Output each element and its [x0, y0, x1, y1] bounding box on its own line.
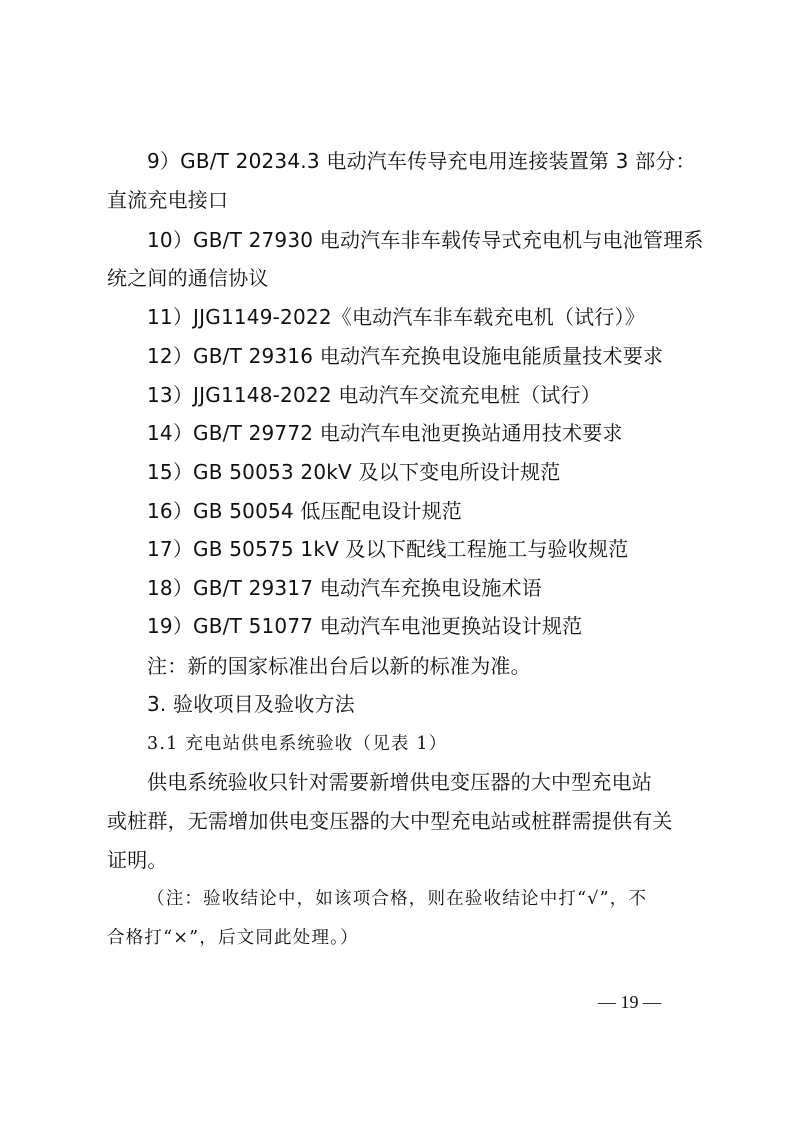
reference-item-17: 17）GB 50575 1kV 及以下配线工程施工与验收规范	[147, 537, 629, 561]
reference-item-14: 14）GB/T 29772 电动汽车电池更换站通用技术要求	[147, 421, 623, 445]
reference-item-12: 12）GB/T 29316 电动汽车充换电设施电能质量技术要求	[147, 344, 664, 368]
reference-item-10-line-2: 统之间的通信协议	[107, 266, 269, 290]
paragraph-line-3: 证明。	[107, 848, 168, 872]
reference-item-11: 11）JJG1149-2022《电动汽车非车载充电机（试行）》	[147, 305, 645, 329]
remark-line-1: （注：验收结论中，如该项合格，则在验收结论中打“√”，不	[147, 889, 648, 909]
reference-item-10-line-1: 10）GB/T 27930 电动汽车非车载传导式充电机与电池管理系	[147, 228, 704, 252]
subsection-heading: 3.1 充电站供电系统验收（见表 1）	[147, 734, 448, 754]
reference-item-9-line-1: 9）GB/T 20234.3 电动汽车传导充电用连接装置第 3 部分：	[147, 149, 696, 173]
reference-item-18: 18）GB/T 29317 电动汽车充换电设施术语	[147, 576, 542, 600]
paragraph-line-1: 供电系统验收只针对需要新增供电变压器的大中型充电站	[147, 770, 652, 794]
reference-item-15: 15）GB 50053 20kV 及以下变电所设计规范	[147, 460, 561, 484]
remark-line-2: 合格打“×”，后文同此处理。）	[107, 928, 359, 948]
reference-item-13: 13）JJG1148-2022 电动汽车交流充电桩（试行）	[147, 383, 601, 407]
reference-item-16: 16）GB 50054 低压配电设计规范	[147, 499, 463, 523]
standards-note: 注：新的国家标准出台后以新的标准为准。	[147, 654, 531, 678]
section-heading: 3. 验收项目及验收方法	[147, 692, 355, 716]
page-number: — 19 —	[598, 992, 661, 1012]
reference-item-19: 19）GB/T 51077 电动汽车电池更换站设计规范	[147, 614, 583, 638]
reference-item-9-line-2: 直流充电接口	[107, 188, 229, 212]
paragraph-line-2: 或桩群，无需增加供电变压器的大中型充电站或桩群需提供有关	[107, 809, 673, 833]
